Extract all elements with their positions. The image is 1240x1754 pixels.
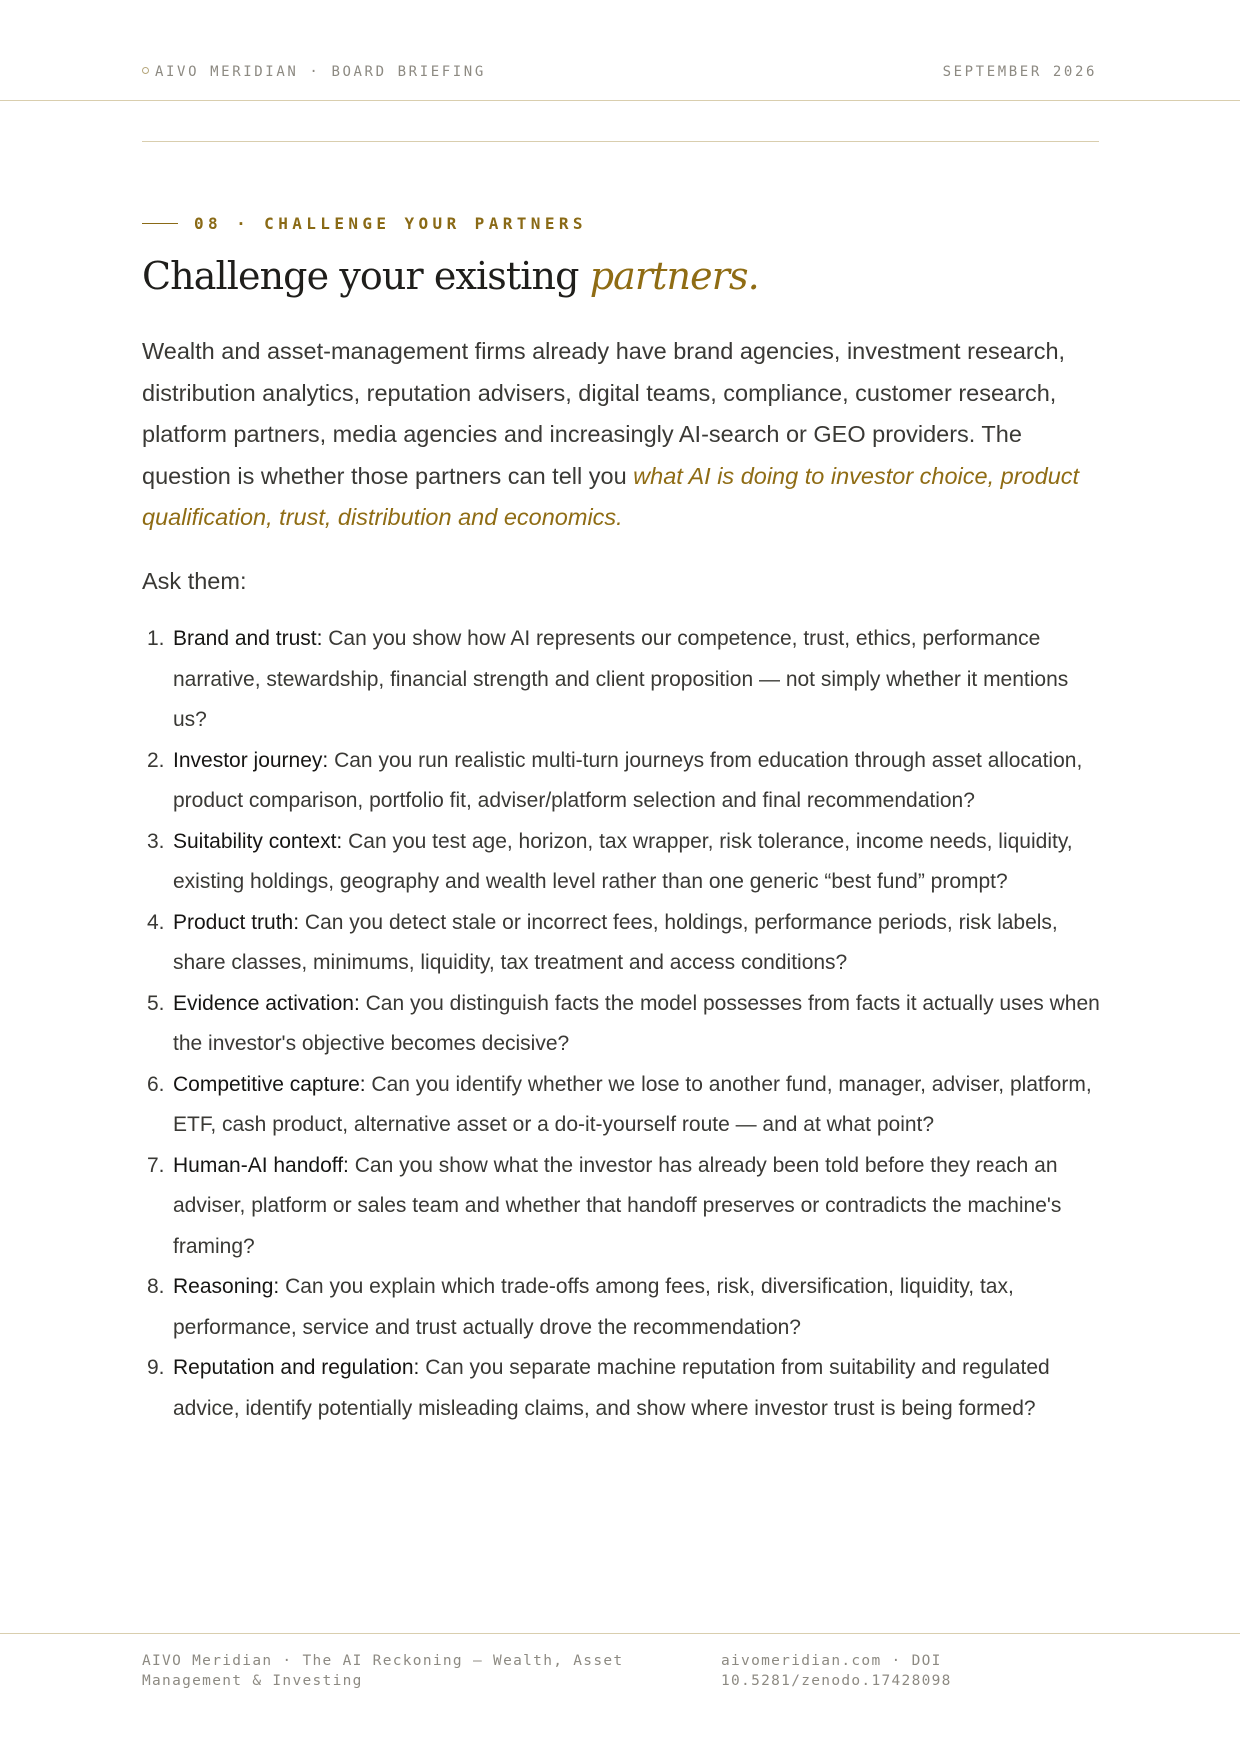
list-item (142, 903, 1102, 984)
intro-accent: what AI is doing to investor choice, product qualification, trust, distribution and economics. (142, 462, 1080, 530)
circle-icon (142, 67, 149, 74)
item-number: 2. (147, 748, 165, 772)
item-text: Can you explain which trade-offs among fees, risk, diversification, liquidity, tax, performance, service and trust actually drove the recommendation? (173, 1275, 1014, 1339)
intro-text: Wealth and asset-management firms already have brand agencies, investment research, distribution analytics, reputation advisers, digital teams, compliance, customer research, platform partners, media agencies and increasingly AI-search or GEO providers. The question is whether those partners can tell you (142, 338, 1066, 489)
footer-reference: aivomeridian.com · DOI 10.5281/zenodo.17428098 (721, 1653, 952, 1689)
item-text: Can you separate machine reputation from suitability and regulated advice, identify potentially misleading claims, and show where investor trust is being formed? (173, 1356, 1050, 1420)
header-date: SEPTEMBER 2026 (942, 64, 1097, 80)
list-item (142, 822, 1102, 903)
item-number: 6. (147, 1072, 165, 1096)
page-title (142, 254, 759, 298)
item-text: Can you identify whether we lose to another fund, manager, adviser, platform, ETF, cash product, alternative asset or a do-it-yourself route — and at what point? (173, 1072, 1092, 1136)
section-label (142, 214, 587, 233)
title-accent: partners. (589, 254, 759, 298)
item-lead: Competitive capture: (173, 1072, 366, 1096)
header-brand (142, 64, 486, 80)
list-item (142, 1146, 1102, 1268)
list-item (142, 619, 1102, 741)
item-number: 1. (147, 627, 165, 650)
footer-divider (0, 1633, 1240, 1634)
item-text: Can you run realistic multi-turn journeys from education through asset allocation, product comparison, portfolio fit, adviser/platform selection and final recommendation? (173, 748, 1083, 812)
header-brand-text: AIVO MERIDIAN · BOARD BRIEFING (155, 64, 486, 80)
list-item (142, 1267, 1102, 1348)
questions-list (142, 619, 1102, 1429)
item-text: Can you distinguish facts the model possesses from facts it actually uses when the investor's objective becomes decisive? (173, 991, 1100, 1055)
item-lead: Brand and trust: (173, 627, 323, 650)
item-lead: Product truth: (173, 910, 300, 934)
list-item (142, 1065, 1102, 1146)
item-number: 5. (147, 991, 165, 1015)
item-lead: Human-AI handoff: (173, 1153, 349, 1177)
item-number: 7. (147, 1153, 165, 1177)
item-lead: Evidence activation: (173, 991, 360, 1015)
intro-paragraph (142, 331, 1102, 539)
title-main: Challenge your existing (142, 254, 590, 298)
list-item (142, 741, 1102, 822)
ask-label: Ask them: (142, 568, 247, 594)
item-text: Can you test age, horizon, tax wrapper, risk tolerance, income needs, liquidity, existing holdings, geography and wealth level rather than one generic “best fund” prompt? (173, 829, 1073, 893)
section-rule (142, 223, 178, 224)
item-lead: Reasoning: (173, 1275, 280, 1298)
item-number: 8. (147, 1275, 165, 1298)
section-label-text: 08 · CHALLENGE YOUR PARTNERS (194, 214, 587, 233)
item-number: 3. (147, 829, 165, 853)
page-header (0, 0, 1240, 101)
item-text: Can you show what the investor has already been told before they reach an adviser, platform or sales team and whether that handoff preserves or contradicts the machine's framing? (173, 1153, 1062, 1258)
item-number: 4. (147, 910, 165, 934)
item-lead: Investor journey: (173, 748, 329, 772)
divider (142, 141, 1099, 142)
footer-publication: AIVO Meridian · The AI Reckoning — Wealth, Asset Management & Investing (142, 1653, 624, 1689)
item-text: Can you detect stale or incorrect fees, holdings, performance periods, risk labels, share classes, minimums, liquidity, tax treatment and access conditions? (173, 910, 1058, 974)
item-number: 9. (147, 1356, 165, 1379)
item-lead: Suitability context: (173, 829, 343, 853)
item-lead: Reputation and regulation: (173, 1356, 420, 1379)
list-item (142, 984, 1102, 1065)
item-text: Can you show how AI represents our competence, trust, ethics, performance narrative, stewardship, financial strength and client proposition — not simply whether it mentions us? (173, 627, 1069, 731)
list-item (142, 1348, 1102, 1429)
